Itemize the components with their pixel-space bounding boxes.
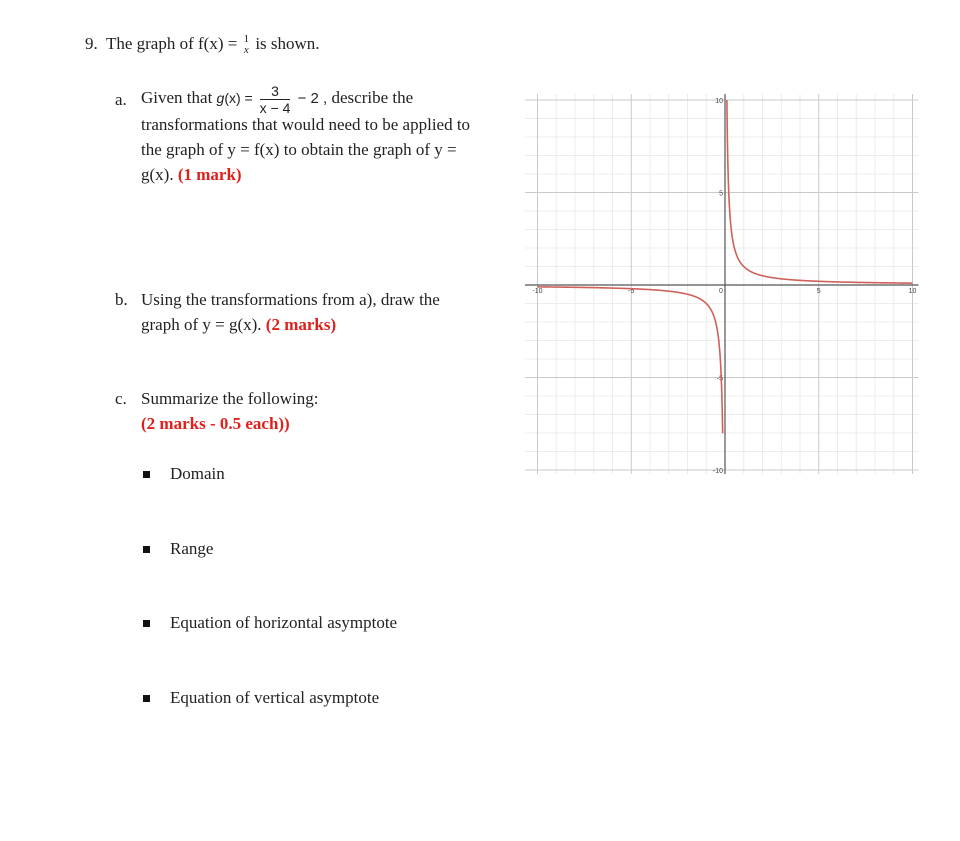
part-a-letter: a. [115,90,127,109]
f-numerator: 1 [243,33,250,46]
item-range: Range [170,539,214,558]
f-fraction [244,34,250,56]
g-numerator: 3 [260,83,291,100]
item-horizontal-asymptote: Equation of horizontal asymptote [170,613,398,632]
part-a-line2: transformations that would need to be applied to [141,115,471,134]
x-tick-label: 5 [816,288,821,295]
item-vertical-asymptote: Equation of vertical asymptote [170,688,380,707]
curve-left-branch [538,287,723,433]
item-domain: Domain [170,464,225,483]
part-c-marks: (2 marks - 0.5 each)) [141,414,290,433]
part-a-line4-text: g(x). [141,165,174,184]
function-graph [525,92,920,474]
x-tick-label: 0 [719,288,723,295]
y-tick-label: -5 [716,375,723,383]
part-b-letter: b. [115,290,128,309]
y-tick-label: -10 [712,468,723,474]
curve-right-branch [727,100,913,283]
question-intro: The graph of f(x) = [105,34,238,53]
bullet-icon [143,471,150,478]
part-b-line2-text: graph of y = g(x). [141,315,262,334]
part-b-marks: (2 marks) [265,315,337,334]
question-stem [85,31,320,56]
part-a-marks: (1 mark) [177,165,242,184]
g-arg: (x) = [224,90,253,106]
part-a-line3: the graph of y = f(x) to obtain the graph of y = [141,140,457,159]
bullet-icon [143,695,150,702]
part-c-line1: Summarize the following: [141,389,319,408]
x-tick-label: 10 [908,288,917,295]
part-b-line1: Using the transformations from a), draw the [141,290,440,309]
part-a-prefix: Given that [141,88,213,107]
y-tick-label: 10 [715,98,723,105]
bullet-icon [143,620,150,627]
question-number: 9. [85,34,98,53]
x-tick-label: -5 [628,288,635,295]
question-intro-suffix: is shown. [255,34,320,53]
g-fraction [260,83,291,116]
bullet-icon [143,546,150,553]
part-c-letter: c. [115,389,127,408]
part-b-line2 [141,312,336,337]
f-denominator: x [243,44,249,57]
y-tick-label: 5 [719,190,723,198]
x-tick-label: -10 [532,288,543,295]
g-label: g [216,90,225,106]
g-denominator: x − 4 [259,99,291,116]
g-tail: − 2 , [297,90,328,107]
part-a-line1-end: describe the [331,88,414,107]
part-a-line4 [141,162,242,187]
